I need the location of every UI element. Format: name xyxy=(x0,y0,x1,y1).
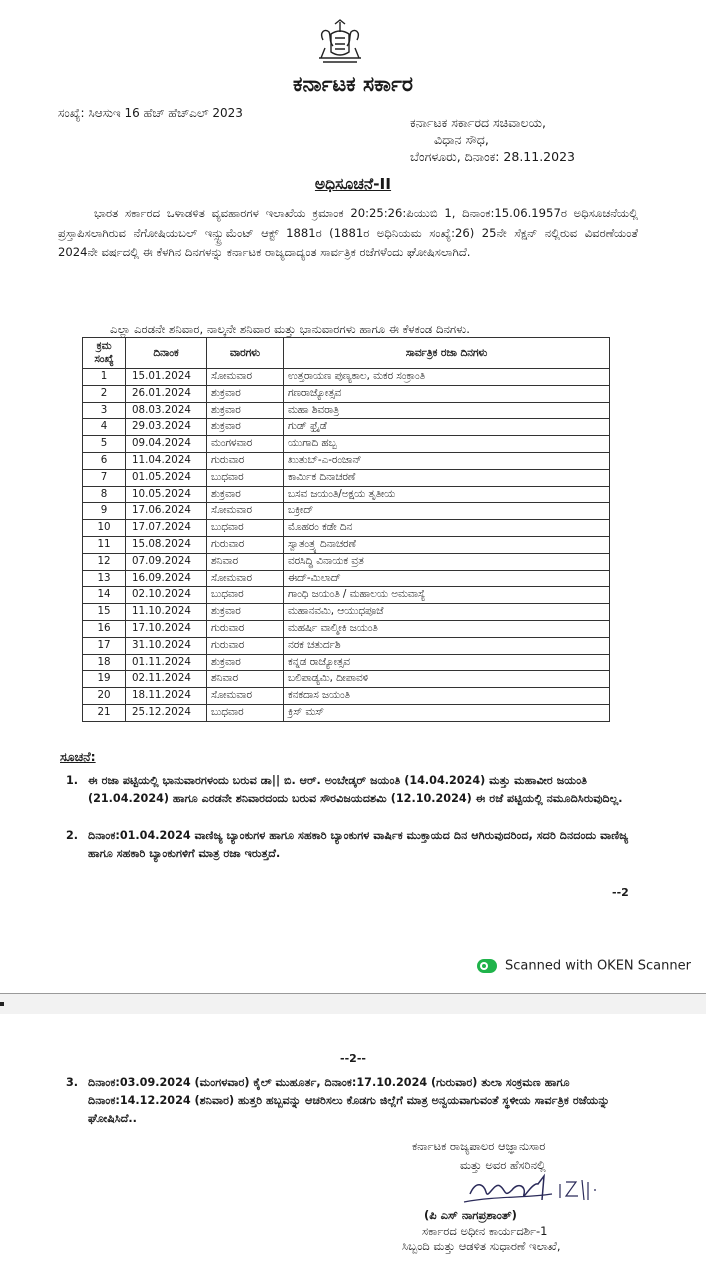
scanner-watermark xyxy=(476,958,691,974)
signatory-block xyxy=(402,1208,560,1255)
note-item xyxy=(66,827,638,863)
cell-holiday: ಖುತುಬ್-ಎ-ರಂಜಾನ್ xyxy=(284,452,610,469)
cell-day: ಸೋಮವಾರ xyxy=(207,570,284,587)
table-row xyxy=(83,553,610,570)
table-row xyxy=(83,637,610,654)
scanner-label: Scanned with OKEN Scanner xyxy=(505,958,691,974)
cell-date: 08.03.2024 xyxy=(126,402,207,419)
cell-serial: 11 xyxy=(83,536,126,553)
note-text: ಈ ರಜಾ ಪಟ್ಟಿಯಲ್ಲಿ ಭಾನುವಾರಗಳಂದು ಬರುವ ಡಾ|| ಬಿ. ಆರ್. ಅಂಬೇಡ್ಕರ್ ಜಯಂತಿ (14.04.2024) ಮತ್ತು ಮಹಾವೀರ ಜಯಂತಿ (21.04.2024) ಹಾಗೂ ಎರಡನೇ ಶನಿವಾರದಂದು ಬರುವ ಸೌರವಿಜಯದಶಮಿ (12.10.2024) ಈ ರಜೆ ಪಟ್ಟಿಯಲ್ಲಿ ನಮೂದಿಸಿರುವುದಿಲ್ಲ. xyxy=(88,774,623,805)
col-header-day: ವಾರಗಳು xyxy=(207,338,284,369)
holiday-table xyxy=(82,337,610,722)
cell-holiday: ಕನಕದಾಸ ಜಯಂತಿ xyxy=(284,688,610,705)
page-separator xyxy=(0,993,706,1014)
table-row xyxy=(83,469,610,486)
table-row xyxy=(83,452,610,469)
cell-date: 25.12.2024 xyxy=(126,704,207,721)
cell-date: 17.10.2024 xyxy=(126,620,207,637)
handwritten-signature xyxy=(456,1160,606,1212)
cell-date: 31.10.2024 xyxy=(126,637,207,654)
address-line: ವಿಧಾನ ಸೌಧ, xyxy=(434,132,489,147)
cell-date: 11.04.2024 xyxy=(126,452,207,469)
cell-day: ಶನಿವಾರ xyxy=(207,553,284,570)
table-row xyxy=(83,536,610,553)
cell-day: ಶುಕ್ರವಾರ xyxy=(207,419,284,436)
cell-serial: 16 xyxy=(83,620,126,637)
address-line: ಬೆಂಗಳೂರು, ದಿನಾಂಕ: 28.11.2023 xyxy=(410,149,575,164)
table-row xyxy=(83,503,610,520)
cell-holiday: ಮೊಹರಂ ಕಡೇ ದಿನ xyxy=(284,520,610,537)
page-continuation-marker: --2 xyxy=(612,886,629,899)
cell-date: 02.10.2024 xyxy=(126,587,207,604)
cell-day: ಗುರುವಾರ xyxy=(207,637,284,654)
col-header-serial: ಕ್ರಮ ಸಂಖ್ಯೆ xyxy=(83,338,126,369)
table-row xyxy=(83,654,610,671)
table-row xyxy=(83,419,610,436)
table-row xyxy=(83,570,610,587)
note-number: 3. xyxy=(66,1076,79,1089)
cell-serial: 14 xyxy=(83,587,126,604)
cell-day: ಗುರುವಾರ xyxy=(207,452,284,469)
cell-day: ಬುಧವಾರ xyxy=(207,520,284,537)
signatory-designation: ಸರ್ಕಾರದ ಅಧೀನ ಕಾರ್ಯದರ್ಶಿ-1 xyxy=(422,1223,548,1238)
government-title: ಕರ್ನಾಟಕ ಸರ್ಕಾರ xyxy=(293,72,413,96)
holiday-intro: ಎಲ್ಲಾ ಎರಡನೇ ಶನಿವಾರ, ನಾಲ್ಕನೇ ಶನಿವಾರ ಮತ್ತು ಭಾನುವಾರಗಳು ಹಾಗೂ ಈ ಕೆಳಕಂಡ ದಿನಗಳು. xyxy=(110,322,470,336)
table-row xyxy=(83,402,610,419)
cell-day: ಬುಧವಾರ xyxy=(207,587,284,604)
cell-holiday: ನರಕ ಚತುರ್ದಶಿ xyxy=(284,637,610,654)
cell-date: 17.06.2024 xyxy=(126,503,207,520)
cell-day: ಸೋಮವಾರ xyxy=(207,688,284,705)
note-item xyxy=(66,772,638,808)
note-text: ದಿನಾಂಕ:01.04.2024 ವಾಣಿಜ್ಯ ಬ್ಯಾಂಕುಗಳ ಹಾಗೂ ಸಹಕಾರಿ ಬ್ಯಾಂಕುಗಳ ವಾರ್ಷಿಕ ಮುಕ್ತಾಯದ ದಿನ ಆಗಿರುವುದರಿಂದ, ಸದರಿ ದಿನದಂದು ವಾಣಿಜ್ಯ ಹಾಗೂ ಸಹಕಾರಿ ಬ್ಯಾಂಕುಗಳಿಗೆ ಮಾತ್ರ ರಜಾ ಇರುತ್ತದೆ. xyxy=(88,829,629,860)
signatory-name: (ಪಿ ಎಸ್ ನಾಗಪ್ರಶಾಂತ್) xyxy=(424,1208,517,1222)
cell-day: ಶುಕ್ರವಾರ xyxy=(207,654,284,671)
table-row xyxy=(83,671,610,688)
cell-day: ಗುರುವಾರ xyxy=(207,536,284,553)
note-item xyxy=(66,1074,638,1128)
notification-body: ಭಾರತ ಸರ್ಕಾರದ ಒಳಾಡಳಿತ ವ್ಯವಹಾರಗಳ ಇಲಾಖೆಯ ಕ್ರಮಾಂಕ 20:25:26:ಪಿಯುಬಿ 1, ದಿನಾಂಕ:15.06.1957ರ ಅಧಿಸೂಚನೆಯಲ್ಲಿ ಪ್ರಸ್ತಾಪಿಸಲಾಗಿರುವ ನೆಗೋಷಿಯಬಲ್ ಇನ್ಸ್ಟ್ರುಮೆಂಟ್ ಆಕ್ಟ್ 1881ರ (1881ರ ಅಧಿನಿಯಮ ಸಂಖ್ಯೆ:26) 25ನೇ ಸೆಕ್ಷನ್ ನಲ್ಲಿರುವ ವಿವರಣೆಯಂತೆ 2024ನೇ ವರ್ಷದಲ್ಲಿ ಈ ಕೆಳಗಿನ ದಿನಗಳನ್ನು ಕರ್ನಾಟಕ ರಾಜ್ಯದಾದ್ಯಂತ ಸಾರ್ವತ್ರಿಕ ರಜೆಗಳೆಂದು ಘೋಷಿಸಲಾಗಿದೆ. xyxy=(58,206,638,259)
table-row xyxy=(83,688,610,705)
cell-serial: 8 xyxy=(83,486,126,503)
cell-date: 17.07.2024 xyxy=(126,520,207,537)
cell-serial: 13 xyxy=(83,570,126,587)
cell-date: 07.09.2024 xyxy=(126,553,207,570)
cell-serial: 9 xyxy=(83,503,126,520)
note-text: ದಿನಾಂಕ:03.09.2024 (ಮಂಗಳವಾರ) ಕೈಲ್ ಮುಹೂರ್ತ, ದಿನಾಂಕ:17.10.2024 (ಗುರುವಾರ) ತುಲಾ ಸಂಕ್ರಮಣ ಹಾಗೂ ದಿನಾಂಕ:14.12.2024 (ಶನಿವಾರ) ಹುತ್ತರಿ ಹಬ್ಬವನ್ನು ಆಚರಿಸಲು ಕೊಡಗು ಜಿಲ್ಲೆಗೆ ಮಾತ್ರ ಅನ್ವಯವಾಗುವಂತೆ ಸ್ಥಳೀಯ ಸಾರ್ವತ್ರಿಕ ರಜೆಯನ್ನು ಘೋಷಿಸಿದೆ.. xyxy=(88,1076,610,1125)
table-row xyxy=(83,520,610,537)
notes-heading: ಸೂಚನೆ: xyxy=(60,749,96,764)
cell-holiday: ಮಹಾನವಮಿ, ಆಯುಧಪೂಜೆ xyxy=(284,604,610,621)
col-header-date: ದಿನಾಂಕ xyxy=(126,338,207,369)
cell-date: 29.03.2024 xyxy=(126,419,207,436)
cell-holiday: ವರಸಿದ್ಧಿ ವಿನಾಯಕ ವ್ರತ xyxy=(284,553,610,570)
cell-serial: 4 xyxy=(83,419,126,436)
note-number: 1. xyxy=(66,774,79,787)
table-row xyxy=(83,604,610,621)
cell-serial: 1 xyxy=(83,369,126,386)
cell-serial: 17 xyxy=(83,637,126,654)
cell-serial: 2 xyxy=(83,385,126,402)
cell-day: ಸೋಮವಾರ xyxy=(207,369,284,386)
cell-holiday: ಮಹಾ ಶಿವರಾತ್ರಿ xyxy=(284,402,610,419)
cell-holiday: ಈದ್-ಮಿಲಾದ್ xyxy=(284,570,610,587)
cell-serial: 15 xyxy=(83,604,126,621)
address-line: ಕರ್ನಾಟಕ ಸರ್ಕಾರದ ಸಚಿವಾಲಯ, xyxy=(410,115,546,130)
cell-serial: 19 xyxy=(83,671,126,688)
cell-day: ಶುಕ್ರವಾರ xyxy=(207,385,284,402)
cell-holiday: ಕನ್ನಡ ರಾಜ್ಯೋತ್ಸವ xyxy=(284,654,610,671)
table-row xyxy=(83,436,610,453)
table-row xyxy=(83,704,610,721)
signatory-department: ಸಿಬ್ಬಂದಿ ಮತ್ತು ಆಡಳಿತ ಸುಧಾರಣೆ ಇಲಾಖೆ, xyxy=(402,1239,561,1253)
notification-title: ಅಧಿಸೂಚನೆ-II xyxy=(314,175,392,193)
cell-date: 26.01.2024 xyxy=(126,385,207,402)
cell-holiday: ಬಕ್ರೀದ್ xyxy=(284,503,610,520)
cell-serial: 20 xyxy=(83,688,126,705)
cell-day: ಬುಧವಾರ xyxy=(207,704,284,721)
table-row xyxy=(83,369,610,386)
cell-day: ಮಂಗಳವಾರ xyxy=(207,436,284,453)
cell-date: 10.05.2024 xyxy=(126,486,207,503)
table-row xyxy=(83,620,610,637)
cell-serial: 3 xyxy=(83,402,126,419)
col-header-holiday: ಸಾರ್ವತ್ರಿಕ ರಜಾ ದಿನಗಳು xyxy=(284,338,610,369)
cell-serial: 21 xyxy=(83,704,126,721)
scanner-logo-icon xyxy=(476,958,498,974)
authority-line: ಕರ್ನಾಟಕ ರಾಜ್ಯಪಾಲರ ಆಜ್ಞಾನುಸಾರ xyxy=(412,1139,546,1153)
cell-serial: 10 xyxy=(83,520,126,537)
table-row xyxy=(83,587,610,604)
office-address xyxy=(410,114,575,165)
cell-day: ಬುಧವಾರ xyxy=(207,469,284,486)
cell-serial: 7 xyxy=(83,469,126,486)
cell-holiday: ಕಾರ್ಮಿಕ ದಿನಾಚರಣೆ xyxy=(284,469,610,486)
cell-serial: 6 xyxy=(83,452,126,469)
table-row xyxy=(83,486,610,503)
cell-date: 02.11.2024 xyxy=(126,671,207,688)
cell-date: 09.04.2024 xyxy=(126,436,207,453)
cell-holiday: ಬಲಿಪಾಡ್ಯಮಿ, ದೀಪಾವಳಿ xyxy=(284,671,610,688)
cell-holiday: ಮಹರ್ಷಿ ವಾಲ್ಮೀಕಿ ಜಯಂತಿ xyxy=(284,620,610,637)
table-header-row xyxy=(83,338,610,369)
page-number: --2-- xyxy=(340,1052,366,1065)
cell-day: ಶುಕ್ರವಾರ xyxy=(207,486,284,503)
cell-day: ಶನಿವಾರ xyxy=(207,671,284,688)
cell-date: 18.11.2024 xyxy=(126,688,207,705)
cell-day: ಸೋಮವಾರ xyxy=(207,503,284,520)
cell-holiday: ಯುಗಾದಿ ಹಬ್ಬ xyxy=(284,436,610,453)
cell-holiday: ಬಸವ ಜಯಂತಿ/ಅಕ್ಷಯ ತೃತೀಯ xyxy=(284,486,610,503)
cell-serial: 5 xyxy=(83,436,126,453)
reference-number: ಸಂಖ್ಯೆ: ಸಿಆಸುಇ 16 ಹೆಚ್ ಹೆಚ್‌ಎಲ್ 2023 xyxy=(58,106,243,120)
cell-date: 15.08.2024 xyxy=(126,536,207,553)
cell-day: ಶುಕ್ರವಾರ xyxy=(207,402,284,419)
cell-serial: 18 xyxy=(83,654,126,671)
cell-day: ಶುಕ್ರವಾರ xyxy=(207,604,284,621)
cell-holiday: ಗುಡ್ ಫ್ರೈಡೆ xyxy=(284,419,610,436)
cell-holiday: ಸ್ವಾತಂತ್ರ್ಯ ದಿನಾಚರಣೆ xyxy=(284,536,610,553)
cell-date: 01.05.2024 xyxy=(126,469,207,486)
separator-mark xyxy=(0,1002,4,1006)
cell-holiday: ಉತ್ತರಾಯಣ ಪುಣ್ಯಕಾಲ, ಮಕರ ಸಂಕ್ರಾಂತಿ xyxy=(284,369,610,386)
cell-holiday: ಗಣರಾಜ್ಯೋತ್ಸವ xyxy=(284,385,610,402)
cell-date: 15.01.2024 xyxy=(126,369,207,386)
cell-holiday: ಕ್ರಿಸ್ ಮಸ್ xyxy=(284,704,610,721)
cell-date: 16.09.2024 xyxy=(126,570,207,587)
authority-line: ಮತ್ತು ಅವರ ಹೆಸರಿನಲ್ಲಿ xyxy=(460,1158,546,1172)
cell-serial: 12 xyxy=(83,553,126,570)
holiday-table-body xyxy=(83,369,610,722)
note-number: 2. xyxy=(66,829,79,842)
cell-date: 01.11.2024 xyxy=(126,654,207,671)
table-row xyxy=(83,385,610,402)
government-emblem-icon xyxy=(313,18,367,68)
cell-holiday: ಗಾಂಧಿ ಜಯಂತಿ / ಮಹಾಲಯ ಅಮವಾಸ್ಯೆ xyxy=(284,587,610,604)
cell-date: 11.10.2024 xyxy=(126,604,207,621)
cell-day: ಗುರುವಾರ xyxy=(207,620,284,637)
